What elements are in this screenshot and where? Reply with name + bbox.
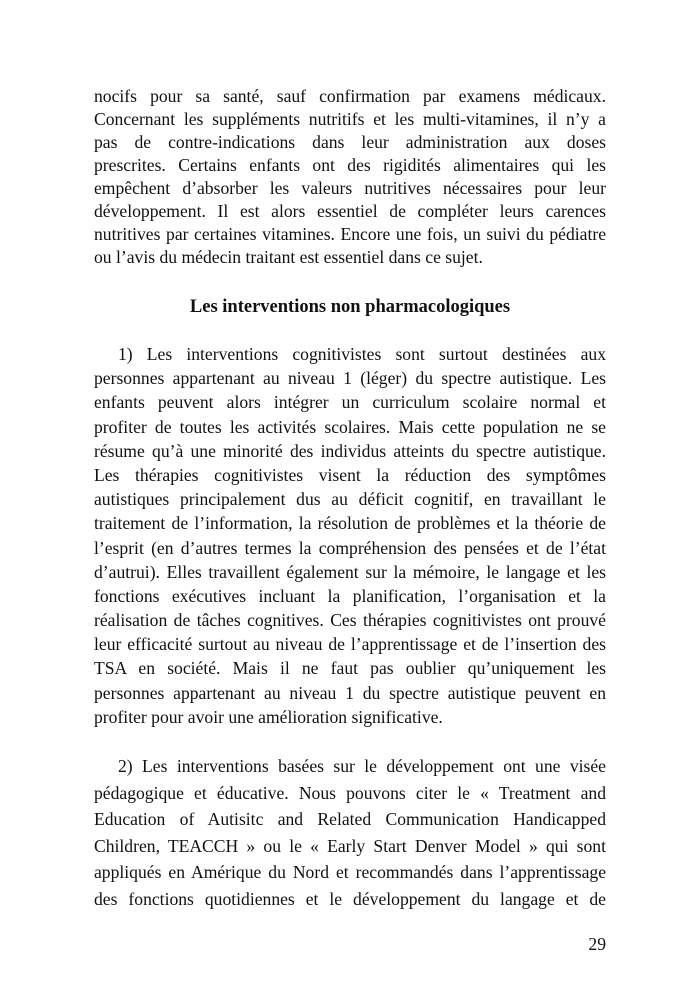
text-line: autistiques principalement dus au déficit cognitif, en travaillant le	[94, 489, 606, 510]
text-line: prescrites. Certains enfants ont des rigidités alimentaires qui les	[94, 155, 606, 175]
text-line: Children, TEACCH » ou le « Early Start Denver Model » qui sont	[94, 835, 606, 856]
text-line: 2) Les interventions basées sur le développement ont une visée	[118, 756, 606, 776]
paragraph-intro	[94, 85, 606, 269]
text-line: profiter pour avoir une amélioration significative.	[94, 706, 443, 727]
text-line: d’autrui). Elles travaillent également sur la mémoire, le langage et les	[94, 561, 606, 582]
text-line: ou l’avis du médecin traitant est essentiel dans ce sujet.	[94, 247, 483, 267]
text-line: développement. Il est alors essentiel de compléter leurs carences	[94, 201, 606, 221]
text-line: personnes appartenant au niveau 1 du spectre autistique peuvent en	[94, 682, 606, 703]
text-line: pédagogique et éducative. Nous pouvons citer le « Treatment and	[94, 782, 606, 803]
text-line: l’esprit (en d’autres termes la compréhension des pensées et de l’état	[94, 537, 606, 558]
section-heading: Les interventions non pharmacologiques	[189, 297, 511, 317]
text-line: personnes appartenant au niveau 1 (léger) du spectre autistique. Les	[94, 368, 606, 389]
text-line: nocifs pour sa santé, sauf confirmation par examens médicaux.	[94, 86, 606, 106]
paragraph-developmental-interventions	[94, 753, 606, 913]
text-line: 1) Les interventions cognitivistes sont surtout destinées aux	[118, 344, 606, 364]
text-line: empêchent d’absorber les valeurs nutritives nécessaires pour leur	[94, 178, 606, 198]
text-line: réalisation de tâches cognitives. Ces thérapies cognitivistes ont prouvé	[94, 610, 606, 631]
text-line: Concernant les suppléments nutritifs et les multi-vitamines, il n’y a	[94, 109, 606, 129]
text-line: traitement de l’information, la résolution de problèmes et la théorie de	[94, 513, 606, 534]
text-line: résume qu’à une minorité des individus atteints du spectre autistique.	[94, 440, 606, 461]
text-line: appliqués en Amérique du Nord et recommandés dans l’apprentissage	[94, 862, 606, 883]
text-line: fonctions exécutives incluant la planification, l’organisation et la	[94, 585, 606, 606]
text-line: nutritives par certaines vitamines. Encore une fois, un suivi du pédiatre	[94, 224, 606, 244]
text-line: profiter de toutes les activités scolaires. Mais cette population ne se	[94, 416, 606, 437]
text-line: des fonctions quotidiennes et le développement du langage et de	[94, 888, 606, 909]
paragraph-cognitive-interventions	[94, 342, 606, 729]
text-line: Les thérapies cognitivistes visent la réduction des symptômes	[94, 464, 606, 485]
text-line: enfants peuvent alors intégrer un curriculum scolaire normal et	[94, 392, 606, 413]
text-line: TSA en société. Mais il ne faut pas oublier qu’uniquement les	[94, 658, 606, 679]
page-number: 29	[588, 934, 606, 954]
text-line: leur efficacité surtout au niveau de l’apprentissage et de l’insertion des	[94, 634, 606, 655]
text-line: pas de contre-indications dans leur administration aux doses	[94, 132, 606, 152]
text-line: Education of Autisitc and Related Communication Handicapped	[94, 809, 606, 830]
